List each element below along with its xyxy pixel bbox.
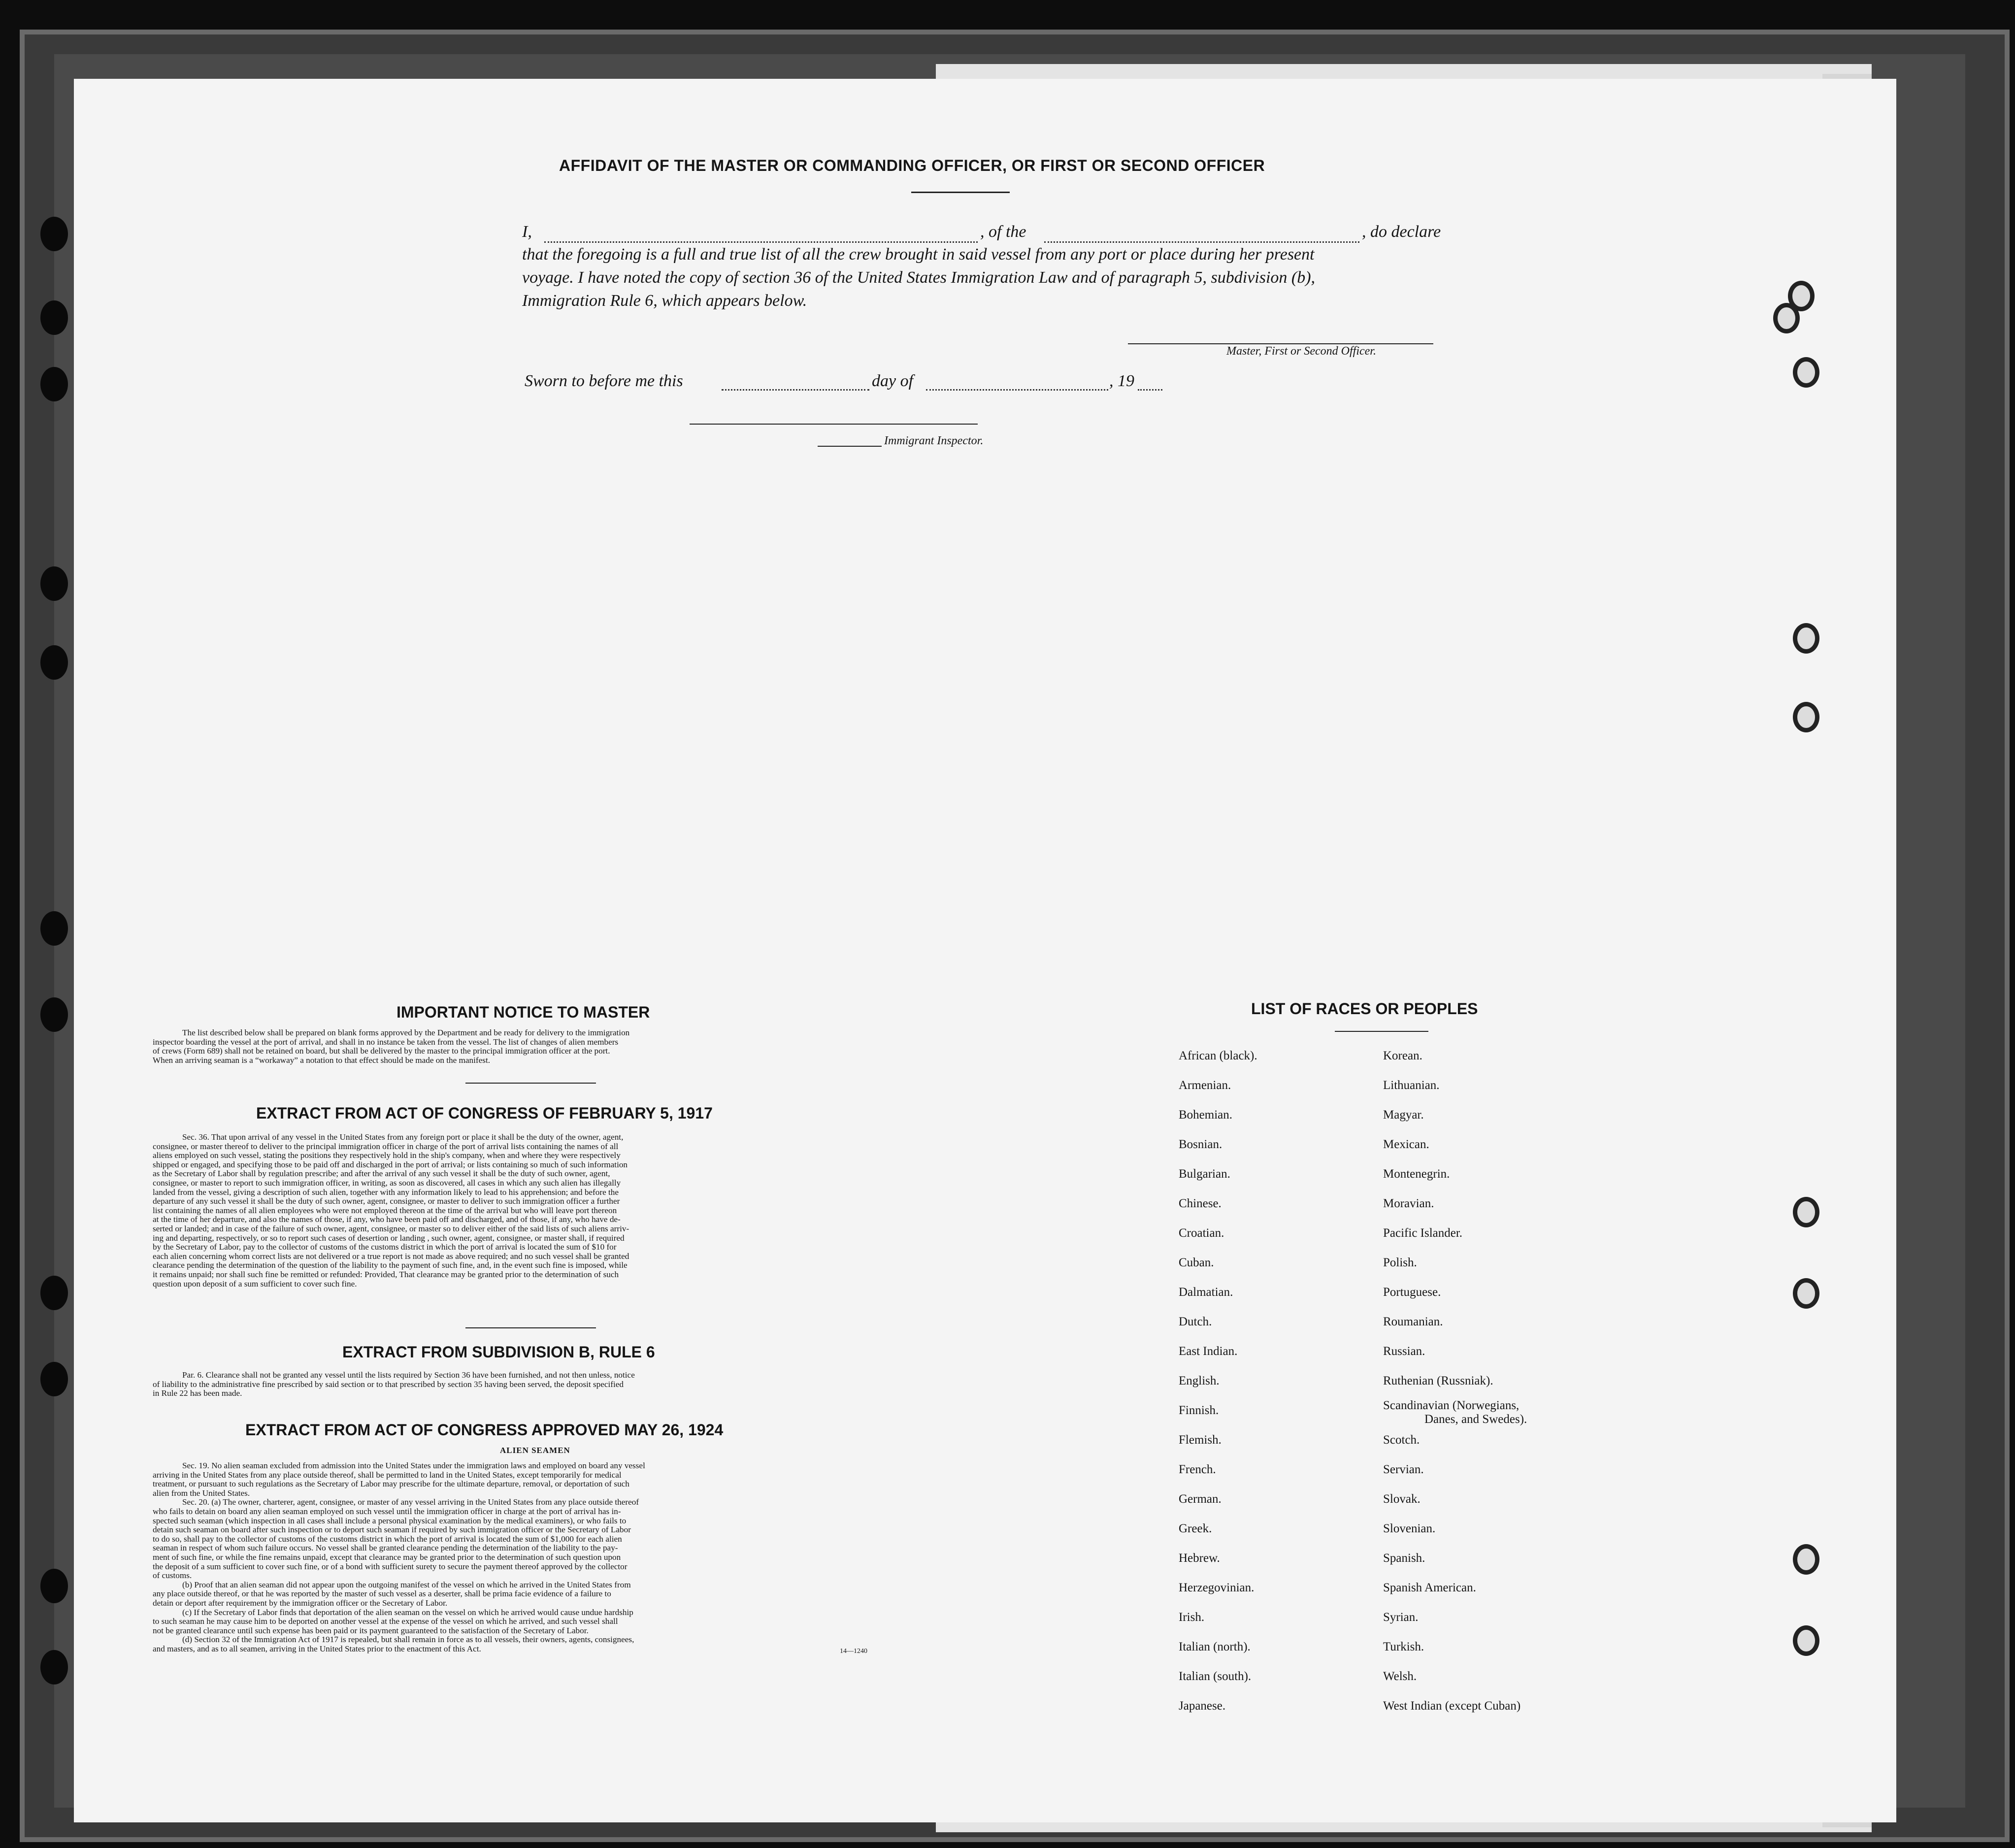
race-item: Japanese. — [1179, 1699, 1226, 1713]
signature-label: Master, First or Second Officer. — [1226, 345, 1376, 358]
binding-hole — [40, 1276, 68, 1310]
race-item: Danes, and Swedes). — [1424, 1413, 1527, 1426]
text-line: and masters, and as to all seamen, arriving in the United States prior to the enactment of this Act. — [153, 1644, 481, 1653]
race-item: Italian (south). — [1179, 1670, 1252, 1683]
notice-title: IMPORTANT NOTICE TO MASTER — [396, 1003, 650, 1021]
race-item: Syrian. — [1383, 1611, 1419, 1624]
text-line: arriving in the United States from any place outside thereof, shall be permitted to land in the United States, except temporarily for medical — [153, 1470, 622, 1480]
text-line: to such seaman he may cause him to be deported on another vessel at the expense of the vessel on which he arrived, and such vessel shall — [153, 1617, 618, 1626]
text-line: Par. 6. Clearance shall not be granted any vessel until the lists required by Section 36 have been furnished, and not then unless, notice — [182, 1370, 635, 1380]
text-line: spected such seaman (which inspection in all cases shall include a personal physical examination by the medical examiners), or who fails to — [153, 1516, 627, 1525]
text-line: at the time of her departure, and also the names of those, if any, who have been paid off and discharged, and of those, if any, who have de- — [153, 1215, 621, 1224]
race-item: Turkish. — [1383, 1640, 1424, 1653]
binding-hole — [40, 1650, 68, 1684]
text-line: question upon deposit of a sum sufficient to cover such fine. — [153, 1279, 357, 1288]
vessel-blank — [1044, 241, 1359, 243]
affidavit-line-3: voyage. I have noted the copy of section 36 of the United States Immigration Law and of paragraph 5, subdivision (b), — [522, 268, 1316, 287]
binding-hole — [40, 1362, 68, 1396]
race-item: Lithuanian. — [1383, 1079, 1440, 1092]
race-item: East Indian. — [1179, 1345, 1238, 1358]
rule6-text — [153, 1371, 906, 1398]
binding-hole — [40, 1569, 68, 1603]
text-line: list containing the names of all alien employees who were not employed thereon at the time of the arrival but who will leave port thereon — [153, 1205, 617, 1215]
race-item: Spanish American. — [1383, 1581, 1476, 1594]
race-item: Scandinavian (Norwegians, — [1383, 1399, 1520, 1412]
race-item: Slovak. — [1383, 1492, 1420, 1506]
text-line: inspector boarding the vessel at the port of arrival, and shall in no instance be taken from the vessel. The list of changes of alien members — [153, 1037, 619, 1047]
binding-hole — [40, 566, 68, 601]
race-item: Bosnian. — [1179, 1138, 1222, 1151]
text-line: who fails to detain on board any alien seaman employed on such vessel until the immigration officer in charge at the port of arrival has in- — [153, 1506, 621, 1516]
text-line: When an arriving seaman is a “workaway” a notation to that effect should be made on the manifest. — [153, 1055, 491, 1065]
text-line: seaman in respect of whom such failure occurs. No vessel shall be granted clearance pending the determination of the liability to the pay- — [153, 1543, 618, 1553]
race-item: Greek. — [1179, 1522, 1212, 1535]
section-rule — [465, 1327, 596, 1328]
text-line: aliens employed on such vessel, stating the positions they respectively hold in the ship's company, when and where they were respectively — [153, 1151, 621, 1160]
race-item: Irish. — [1179, 1611, 1205, 1624]
name-blank — [544, 241, 978, 243]
binding-hole — [1793, 1197, 1819, 1227]
day-of-text: day of — [872, 372, 914, 390]
extract-1924-title: EXTRACT FROM ACT OF CONGRESS APPROVED MAY 26, 1924 — [245, 1421, 724, 1439]
text-line: it remains unpaid; nor shall such fine be remitted or refunded: Provided, That clearance may be granted prior to the determination of such — [153, 1269, 619, 1279]
text-line: the deposit of a sum sufficient to cover such fine, or of a bond with sufficient surety to secure the payment thereof approved by the collector — [153, 1561, 628, 1571]
race-item: Magyar. — [1383, 1108, 1424, 1122]
text-line: landed from the vessel, giving a description of such alien, together with any information likely to lead to his apprehension; and before the — [153, 1187, 619, 1197]
text-line: Sec. 20. (a) The owner, charterer, agent, consignee, or master of any vessel arriving in the United States from any place outside thereof — [182, 1497, 639, 1507]
text-line: detain such seaman on board after such inspection or to deport such seaman if required by such immigration officer or the Secretary of Labor — [153, 1525, 631, 1535]
text-line: of customs. — [153, 1571, 192, 1581]
race-item: Herzegovinian. — [1179, 1581, 1255, 1594]
text-line: by the Secretary of Labor, pay to the collector of customs of the customs district in which the port of arrival is located the sum of $10 for — [153, 1242, 617, 1252]
race-item: Croatian. — [1179, 1226, 1224, 1240]
binding-hole — [40, 645, 68, 680]
text-line: (b) Proof that an alien seaman did not appear upon the outgoing manifest of the vessel on which he arrived in the United States from — [182, 1580, 631, 1589]
text-line: consignee, or master thereof to deliver to the principal immigration officer in charge of the port of arrival lists containing the names of all — [153, 1141, 619, 1151]
binding-hole — [40, 911, 68, 946]
year-blank — [1138, 389, 1162, 391]
race-item: Polish. — [1383, 1256, 1417, 1269]
binding-hole — [1793, 1278, 1819, 1309]
race-item: Welsh. — [1383, 1670, 1417, 1683]
race-item: Slovenian. — [1383, 1522, 1436, 1535]
race-item: Portuguese. — [1383, 1286, 1441, 1299]
text-line: detain or deport after requirement by the immigration officer or the Secretary of Labor. — [153, 1598, 448, 1608]
inspector-short-line — [818, 446, 882, 447]
text-line: in Rule 22 has been made. — [153, 1388, 242, 1398]
race-item: Servian. — [1383, 1463, 1424, 1476]
races-title-rule — [1335, 1031, 1428, 1032]
race-item: Montenegrin. — [1383, 1167, 1450, 1181]
binding-hole — [40, 997, 68, 1032]
text-line: to do so, shall pay to the collector of customs of the customs district in which the port of arrival is located the sum of $1,000 for each alien — [153, 1534, 622, 1544]
race-item: Pacific Islander. — [1383, 1226, 1463, 1240]
binding-hole — [1773, 303, 1800, 333]
signature-line — [1128, 343, 1433, 344]
binding-hole — [1793, 357, 1819, 388]
binding-hole — [40, 217, 68, 251]
text-line: as the Secretary of Labor shall by regulation prescribe; and after the arrival of any such vessel it shall be the duty of such owner, agent, — [153, 1169, 610, 1179]
section-rule — [465, 1083, 596, 1084]
race-item: Spanish. — [1383, 1551, 1425, 1565]
text-line: each alien concerning whom correct lists are not delivered or a true report is not made as above required; and no such vessel shall be granted — [153, 1251, 629, 1261]
sworn-text: Sworn to before me this — [525, 372, 683, 390]
extract-1917-text — [153, 1133, 906, 1288]
race-item: Armenian. — [1179, 1079, 1231, 1092]
race-item: Moravian. — [1383, 1197, 1434, 1210]
race-item: West Indian (except Cuban) — [1383, 1699, 1521, 1713]
binding-hole — [1793, 702, 1819, 732]
race-item: French. — [1179, 1463, 1216, 1476]
race-item: Chinese. — [1179, 1197, 1222, 1210]
extract-1924-text — [153, 1461, 906, 1653]
race-item: Italian (north). — [1179, 1640, 1251, 1653]
race-item: Cuban. — [1179, 1256, 1214, 1269]
text-line: The list described below shall be prepared on blank forms approved by the Department and be ready for delivery to the immigration — [182, 1028, 630, 1037]
text-line: clearance pending the determination of the question of the liability to the payment of such fine, and, in the event such fine is imposed, while — [153, 1260, 628, 1270]
race-item: Ruthenian (Russniak). — [1383, 1374, 1493, 1387]
affidavit-line-2: that the foregoing is a full and true list of all the crew brought in said vessel from any port or place during her present — [522, 245, 1315, 264]
text-line: of liability to the administrative fine prescribed by said section or to that prescribed by section 35 having been served, the deposit specified — [153, 1379, 624, 1389]
form-number: 14—1240 — [840, 1648, 867, 1655]
race-item: African (black). — [1179, 1049, 1257, 1062]
text-line: shipped or engaged, and specifying those to be paid off and discharged in the port of arrival; or lists containing so much of such information — [153, 1159, 628, 1169]
text-line: (c) If the Secretary of Labor finds that deportation of the alien seaman on the vessel on which he arrived would cause undue hardship — [182, 1607, 633, 1617]
race-item: German. — [1179, 1492, 1222, 1506]
year-text: , 19 — [1109, 372, 1134, 390]
binding-hole — [40, 367, 68, 401]
races-title: LIST OF RACES OR PEOPLES — [1251, 1000, 1478, 1018]
race-item: Flemish. — [1179, 1433, 1222, 1447]
race-item: Finnish. — [1179, 1404, 1219, 1417]
text-line: (d) Section 32 of the Immigration Act of 1917 is repealed, but shall remain in force as to all vessels, their owners, agents, consignees, — [182, 1635, 634, 1645]
text-line: of crews (Form 689) shall not be retained on board, but shall be delivered by the master to the principal immigration officer at the port. — [153, 1046, 610, 1056]
race-item: Bohemian. — [1179, 1108, 1233, 1122]
race-item: Bulgarian. — [1179, 1167, 1230, 1181]
binding-hole — [1793, 1544, 1819, 1575]
text-line: any place outside thereof, or that he was reported by the master of such vessel as a deserter, shall be prima facie evidence of a failure to — [153, 1589, 611, 1599]
affidavit-title: AFFIDAVIT OF THE MASTER OR COMMANDING OFFICER, OR FIRST OR SECOND OFFICER — [559, 157, 1265, 174]
text-line: ing and departing, respectively, or so to report such cases of desertion or landing , such owner, agent, consignee, or master shall, if required — [153, 1233, 625, 1243]
text-line: not be granted clearance until such expense has been paid or its payment guaranteed to the satisfaction of the Secretary of Labor. — [153, 1625, 589, 1635]
race-item: Dutch. — [1179, 1315, 1212, 1328]
race-item: Mexican. — [1383, 1138, 1429, 1151]
affidavit-line-4: Immigration Rule 6, which appears below. — [522, 292, 807, 310]
affidavit-i: I, — [522, 223, 532, 241]
alien-seamen-subtitle: ALIEN SEAMEN — [500, 1446, 570, 1455]
race-item: Roumanian. — [1383, 1315, 1443, 1328]
race-item: Hebrew. — [1179, 1551, 1220, 1565]
text-line: Sec. 19. No alien seaman excluded from admission into the United States under the immigration laws and employed on board any vessel — [182, 1461, 645, 1470]
binding-hole — [1793, 1625, 1819, 1656]
title-rule — [911, 192, 1010, 193]
text-line: ment of such fine, or while the fine remains unpaid, except that clearance may be granted prior to the determination of such question upon — [153, 1552, 621, 1562]
text-line: consignee, or master to report to such immigration officer, in writing, as soon as discovered, all cases in which any such alien has illegally — [153, 1178, 621, 1188]
race-item: Scotch. — [1383, 1433, 1420, 1447]
inspector-signature-line — [690, 424, 978, 425]
text-line: treatment, or pursuant to such regulations as the Secretary of Labor may prescribe for the ultimate departure, removal, or deportation of such — [153, 1479, 629, 1489]
extract-1917-title: EXTRACT FROM ACT OF CONGRESS OF FEBRUARY 5, 1917 — [256, 1104, 713, 1122]
text-line: alien from the United States. — [153, 1488, 250, 1498]
text-line: departure of any such vessel it shall be the duty of such owner, agent, consignee, or master to deliver to such immigration officer a further — [153, 1196, 620, 1206]
text-line: serted or landed; and in case of the failure of such owner, agent, consignee, or master so to deliver either of the said lists of such aliens arriv- — [153, 1223, 629, 1233]
race-item: English. — [1179, 1374, 1220, 1387]
notice-text — [153, 1028, 906, 1065]
text-line: Sec. 36. That upon arrival of any vessel in the United States from any foreign port or place it shall be the duty of the owner, agent, — [182, 1132, 624, 1142]
affidavit-of-the: , of the — [980, 223, 1026, 241]
rule6-title: EXTRACT FROM SUBDIVISION B, RULE 6 — [342, 1343, 655, 1361]
race-item: Russian. — [1383, 1345, 1425, 1358]
race-item: Korean. — [1383, 1049, 1422, 1062]
binding-hole — [40, 300, 68, 335]
inspector-label: Immigrant Inspector. — [884, 434, 984, 447]
month-blank — [926, 389, 1108, 391]
day-blank — [722, 389, 869, 391]
binding-hole — [1793, 623, 1819, 654]
affidavit-do-declare: , do declare — [1362, 223, 1441, 241]
race-item: Dalmatian. — [1179, 1286, 1233, 1299]
